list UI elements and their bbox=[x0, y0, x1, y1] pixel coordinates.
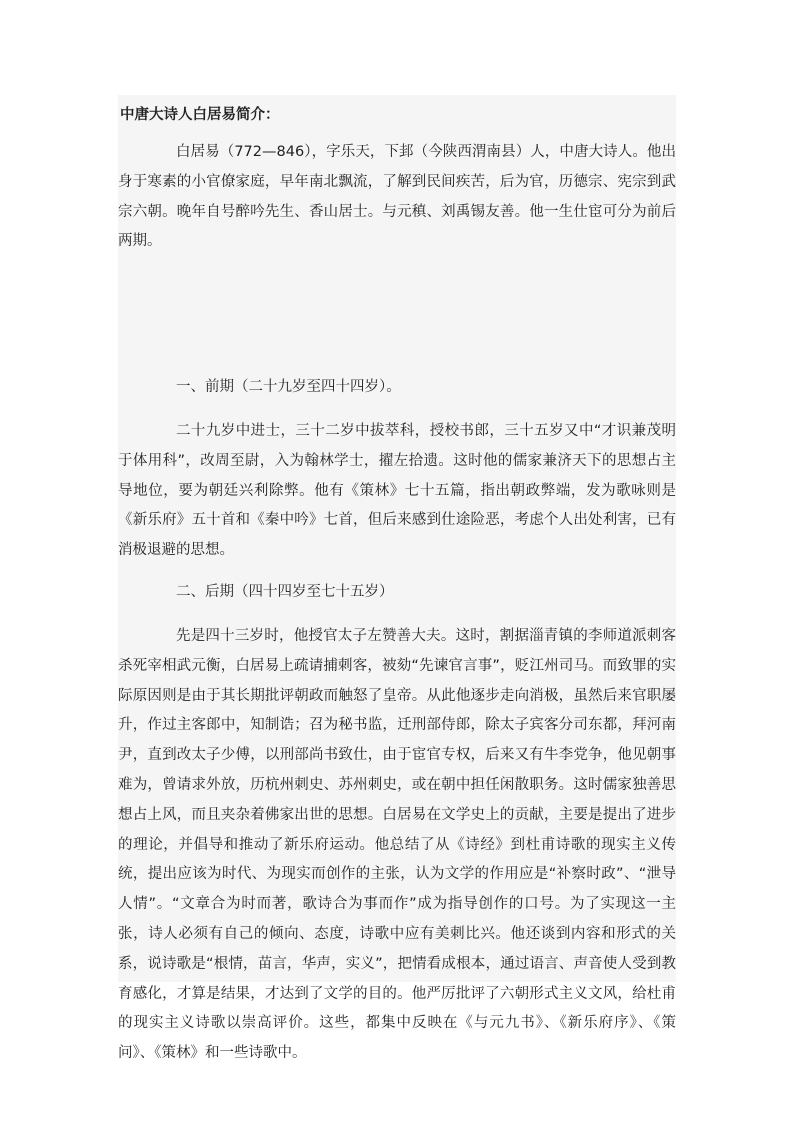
intro-paragraph: 白居易（772—846），字乐天，下邽（今陕西渭南县）人，中唐大诗人。他出身于寒素的小官僚家庭，早年南北飘流，了解到民间疾苦，后为官，历德宗、宪宗到武宗六朝。晚年自号醉吟先生、香山居士。与元稹、刘禹锡友善。他一生仕宦可分为前后两期。 bbox=[118, 144, 676, 250]
early-period-heading: 一、前期（二十九岁至四十四岁）。 bbox=[176, 379, 401, 395]
document-text-block bbox=[118, 95, 676, 1062]
early-period-paragraph: 二十九岁中进士，三十二岁中拔萃科，授校书郎，三十五岁又中“才识兼茂明于体用科”，改周至尉，入为翰林学士，擢左拾遗。这时他的儒家兼济天下的思想占主导地位，要为朝廷兴利除弊。他有《策林》七十五篇，指出朝政弊端，发为歌咏则是《新乐府》五十首和《秦中吟》七首，但后来感到仕途险恶，考虑个人出处利害，已有消极退避的思想。 bbox=[118, 423, 676, 559]
document-title: 中唐大诗人白居易简介： bbox=[120, 107, 280, 123]
late-period-paragraph: 先是四十三岁时，他授官太子左赞善大夫。这时，割据淄青镇的李师道派刺客杀死宰相武元衡，白居易上疏请捕刺客，被劾“先谏官言事”，贬江州司马。而致罪的实际原因则是由于其长期批评朝政而触怒了皇帝。从此他逐步走向消极，虽然后来官职屡升，作过主客郎中，知制诰；召为秘书监，迁刑部侍郎，除太子宾客分司东都，拜河南尹，直到改太子少傅，以刑部尚书致仕，由于宦官专权，后来又有牛李党争，他见朝事难为，曾请求外放，历杭州刺史、苏州刺史，或在朝中担任闲散职务。这时儒家独善思想占上风，而且夹杂着佛家出世的思想。白居易在文学史上的贡献，主要是提出了进步的理论，并倡导和推动了新乐府运动。他总结了从《诗经》到杜甫诗歌的现实主义传统，提出应该为时代、为现实而创作的主张，认为文学的作用应是“补察时政”、“泄导人情”。“文章合为时而著，歌诗合为事而作”成为指导创作的口号。为了实现这一主张，诗人必须有自己的倾向、态度，诗歌中应有美刺比兴。他还谈到内容和形式的关系，说诗歌是“根情，苗言，华声，实义”，把情看成根本，通过语言、声音使人受到教育感化，才算是结果，才达到了文学的目的。他严厉批评了六朝形式主义文风，给杜甫的现实主义诗歌以崇高评价。这些，都集中反映在《与元九书》、《新乐府序》、《策问》、《策林》和一些诗歌中。 bbox=[118, 628, 676, 1062]
late-period-heading: 二、后期（四十四岁至七十五岁） bbox=[176, 584, 394, 600]
